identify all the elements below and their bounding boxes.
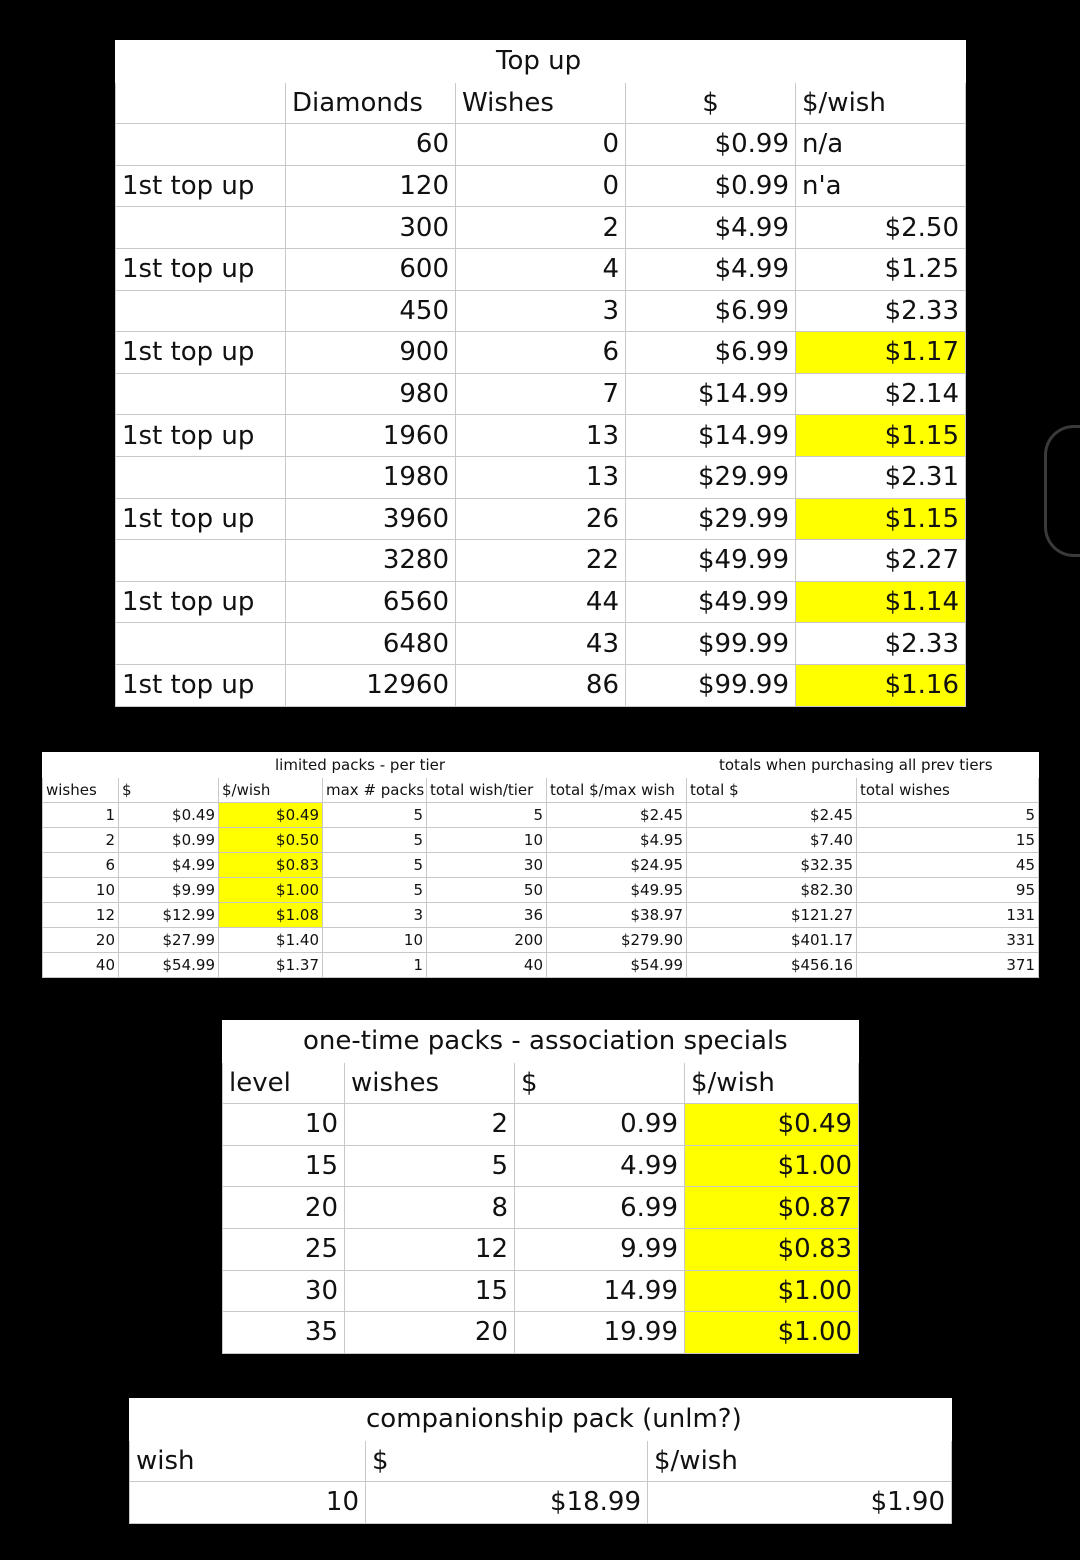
- topup-diamonds: 60: [286, 124, 456, 166]
- topup-wishes: 44: [456, 581, 626, 623]
- onetime-level: 25: [223, 1228, 345, 1270]
- topup-wishes: 6: [456, 332, 626, 374]
- topup-price: $14.99: [626, 373, 796, 415]
- topup-per-wish: $1.16: [796, 664, 966, 706]
- onetime-price: 4.99: [515, 1145, 685, 1187]
- scroll-handle[interactable]: [1044, 425, 1080, 557]
- onetime-header-wishes: wishes: [345, 1062, 515, 1104]
- topup-row: [116, 248, 966, 290]
- topup-label: 1st top up: [116, 332, 286, 374]
- limited-totals-title: totals when purchasing all prev tiers: [687, 753, 1039, 778]
- limited-total-all: $82.30: [687, 878, 857, 903]
- companion-wish: 10: [130, 1482, 366, 1524]
- topup-header-diamonds: Diamonds: [286, 82, 456, 124]
- topup-per-wish: $2.33: [796, 290, 966, 332]
- topup-diamonds: 3280: [286, 540, 456, 582]
- onetime-wishes: 5: [345, 1145, 515, 1187]
- topup-row: [116, 165, 966, 207]
- topup-row: [116, 581, 966, 623]
- companion-data-row: [130, 1482, 952, 1524]
- limited-price: $54.99: [119, 953, 219, 978]
- onetime-price: 6.99: [515, 1187, 685, 1229]
- onetime-level: 30: [223, 1270, 345, 1312]
- limited-row: [43, 803, 1039, 828]
- companion-per-wish: $1.90: [648, 1482, 952, 1524]
- topup-per-wish: $2.50: [796, 207, 966, 249]
- limited-total-wishes: 15: [857, 828, 1039, 853]
- limited-total-wish: 5: [427, 803, 547, 828]
- limited-row: [43, 878, 1039, 903]
- topup-table: [115, 40, 966, 707]
- limited-price: $9.99: [119, 878, 219, 903]
- topup-wishes: 26: [456, 498, 626, 540]
- limited-total-wishes: 95: [857, 878, 1039, 903]
- topup-price: $49.99: [626, 540, 796, 582]
- topup-per-wish: $1.14: [796, 581, 966, 623]
- limited-total-wish: 10: [427, 828, 547, 853]
- limited-total-wish: 200: [427, 928, 547, 953]
- topup-price: $14.99: [626, 415, 796, 457]
- topup-price: $0.99: [626, 165, 796, 207]
- limited-price: $0.99: [119, 828, 219, 853]
- limited-price: $4.99: [119, 853, 219, 878]
- limited-row: [43, 853, 1039, 878]
- onetime-packs-table: [222, 1020, 859, 1354]
- companion-price: $18.99: [366, 1482, 648, 1524]
- topup-price: $0.99: [626, 124, 796, 166]
- topup-row: [116, 124, 966, 166]
- limited-per-wish: $0.50: [219, 828, 323, 853]
- limited-per-wish: $0.83: [219, 853, 323, 878]
- limited-header-per-wish: $/wish: [219, 778, 323, 803]
- topup-wishes: 22: [456, 540, 626, 582]
- limited-wishes: 40: [43, 953, 119, 978]
- topup-wishes: 43: [456, 623, 626, 665]
- onetime-row: [223, 1312, 859, 1354]
- onetime-per-wish: $0.49: [685, 1104, 859, 1146]
- topup-per-wish: $2.27: [796, 540, 966, 582]
- limited-row: [43, 953, 1039, 978]
- limited-total-all: $121.27: [687, 903, 857, 928]
- onetime-price: 0.99: [515, 1104, 685, 1146]
- limited-per-wish: $1.40: [219, 928, 323, 953]
- limited-per-wish: $1.00: [219, 878, 323, 903]
- topup-diamonds: 6480: [286, 623, 456, 665]
- topup-wishes: 0: [456, 165, 626, 207]
- limited-wishes: 2: [43, 828, 119, 853]
- topup-per-wish: $1.17: [796, 332, 966, 374]
- onetime-price: 14.99: [515, 1270, 685, 1312]
- limited-total-cost: $38.97: [547, 903, 687, 928]
- onetime-wishes: 20: [345, 1312, 515, 1354]
- topup-per-wish: $2.31: [796, 456, 966, 498]
- onetime-per-wish: $1.00: [685, 1312, 859, 1354]
- limited-total-cost: $54.99: [547, 953, 687, 978]
- limited-total-wishes: 45: [857, 853, 1039, 878]
- topup-diamonds: 120: [286, 165, 456, 207]
- limited-max-packs: 5: [323, 828, 427, 853]
- topup-per-wish: n/a: [796, 124, 966, 166]
- onetime-header-per-wish: $/wish: [685, 1062, 859, 1104]
- limited-max-packs: 1: [323, 953, 427, 978]
- onetime-per-wish: $0.83: [685, 1228, 859, 1270]
- companion-title: companionship pack (unlm?): [366, 1399, 952, 1441]
- limited-total-cost: $279.90: [547, 928, 687, 953]
- topup-diamonds: 12960: [286, 664, 456, 706]
- topup-price: $6.99: [626, 332, 796, 374]
- topup-row: [116, 415, 966, 457]
- topup-label: [116, 290, 286, 332]
- topup-per-wish: $2.33: [796, 623, 966, 665]
- topup-per-wish: $1.15: [796, 415, 966, 457]
- limited-total-wishes: 5: [857, 803, 1039, 828]
- limited-header-total-all: total $: [687, 778, 857, 803]
- topup-wishes: 0: [456, 124, 626, 166]
- topup-header-wishes: Wishes: [456, 82, 626, 124]
- topup-wishes: 86: [456, 664, 626, 706]
- limited-row: [43, 828, 1039, 853]
- limited-title-row: [43, 753, 1039, 778]
- topup-diamonds: 600: [286, 248, 456, 290]
- limited-header-row: [43, 778, 1039, 803]
- limited-price: $12.99: [119, 903, 219, 928]
- topup-label: 1st top up: [116, 664, 286, 706]
- limited-header-total-wishes: total wishes: [857, 778, 1039, 803]
- limited-title: limited packs - per tier: [219, 753, 547, 778]
- onetime-wishes: 12: [345, 1228, 515, 1270]
- companion-pack-table: [129, 1398, 952, 1524]
- topup-diamonds: 6560: [286, 581, 456, 623]
- topup-per-wish: $2.14: [796, 373, 966, 415]
- companion-header-per-wish: $/wish: [648, 1440, 952, 1482]
- limited-total-wish: 50: [427, 878, 547, 903]
- topup-row: [116, 664, 966, 706]
- onetime-level: 10: [223, 1104, 345, 1146]
- limited-packs-table: [42, 752, 1039, 978]
- topup-label: 1st top up: [116, 415, 286, 457]
- topup-price: $99.99: [626, 623, 796, 665]
- limited-total-cost: $24.95: [547, 853, 687, 878]
- companion-header-row: [130, 1440, 952, 1482]
- topup-diamonds: 980: [286, 373, 456, 415]
- limited-header-wishes: wishes: [43, 778, 119, 803]
- topup-wishes: 3: [456, 290, 626, 332]
- limited-total-wish: 36: [427, 903, 547, 928]
- topup-diamonds: 3960: [286, 498, 456, 540]
- onetime-title: one-time packs - association specials: [223, 1021, 859, 1063]
- topup-price: $29.99: [626, 456, 796, 498]
- limited-total-wish: 40: [427, 953, 547, 978]
- onetime-header-row: [223, 1062, 859, 1104]
- topup-label: [116, 456, 286, 498]
- topup-label: [116, 207, 286, 249]
- topup-price: $49.99: [626, 581, 796, 623]
- onetime-row: [223, 1145, 859, 1187]
- onetime-row: [223, 1187, 859, 1229]
- onetime-level: 15: [223, 1145, 345, 1187]
- onetime-row: [223, 1270, 859, 1312]
- topup-row: [116, 290, 966, 332]
- topup-diamonds: 300: [286, 207, 456, 249]
- topup-label: 1st top up: [116, 498, 286, 540]
- limited-total-wishes: 371: [857, 953, 1039, 978]
- topup-diamonds: 900: [286, 332, 456, 374]
- limited-max-packs: 5: [323, 853, 427, 878]
- limited-total-wishes: 131: [857, 903, 1039, 928]
- companion-header-price: $: [366, 1440, 648, 1482]
- topup-wishes: 4: [456, 248, 626, 290]
- topup-wishes: 2: [456, 207, 626, 249]
- topup-header-price: $: [626, 82, 796, 124]
- topup-per-wish: n'a: [796, 165, 966, 207]
- limited-total-all: $7.40: [687, 828, 857, 853]
- limited-max-packs: 10: [323, 928, 427, 953]
- onetime-header-price: $: [515, 1062, 685, 1104]
- limited-total-all: $401.17: [687, 928, 857, 953]
- topup-diamonds: 1960: [286, 415, 456, 457]
- onetime-price: 9.99: [515, 1228, 685, 1270]
- limited-total-all: $456.16: [687, 953, 857, 978]
- topup-label: 1st top up: [116, 581, 286, 623]
- limited-per-wish: $1.37: [219, 953, 323, 978]
- topup-label: [116, 124, 286, 166]
- limited-max-packs: 5: [323, 878, 427, 903]
- onetime-row: [223, 1228, 859, 1270]
- onetime-level: 20: [223, 1187, 345, 1229]
- topup-row: [116, 332, 966, 374]
- onetime-price: 19.99: [515, 1312, 685, 1354]
- limited-max-packs: 3: [323, 903, 427, 928]
- topup-wishes: 13: [456, 456, 626, 498]
- limited-row: [43, 928, 1039, 953]
- topup-diamonds: 1980: [286, 456, 456, 498]
- topup-price: $29.99: [626, 498, 796, 540]
- limited-total-wish: 30: [427, 853, 547, 878]
- topup-price: $6.99: [626, 290, 796, 332]
- onetime-level: 35: [223, 1312, 345, 1354]
- onetime-wishes: 2: [345, 1104, 515, 1146]
- limited-header-total-cost: total $/max wish: [547, 778, 687, 803]
- limited-total-cost: $49.95: [547, 878, 687, 903]
- topup-per-wish: $1.15: [796, 498, 966, 540]
- limited-total-wishes: 331: [857, 928, 1039, 953]
- limited-row: [43, 903, 1039, 928]
- topup-label: [116, 623, 286, 665]
- topup-header-label: [116, 82, 286, 124]
- onetime-per-wish: $1.00: [685, 1145, 859, 1187]
- onetime-wishes: 8: [345, 1187, 515, 1229]
- topup-wishes: 13: [456, 415, 626, 457]
- topup-wishes: 7: [456, 373, 626, 415]
- limited-per-wish: $0.49: [219, 803, 323, 828]
- onetime-row: [223, 1104, 859, 1146]
- onetime-header-level: level: [223, 1062, 345, 1104]
- companion-title-row: [130, 1399, 952, 1441]
- topup-row: [116, 498, 966, 540]
- limited-header-total-wish: total wish/tier: [427, 778, 547, 803]
- limited-wishes: 1: [43, 803, 119, 828]
- limited-wishes: 6: [43, 853, 119, 878]
- limited-wishes: 12: [43, 903, 119, 928]
- limited-wishes: 10: [43, 878, 119, 903]
- topup-title-row: [116, 41, 966, 83]
- topup-row: [116, 623, 966, 665]
- limited-total-cost: $4.95: [547, 828, 687, 853]
- topup-header-row: [116, 82, 966, 124]
- topup-title: Top up: [456, 41, 796, 83]
- limited-total-all: $32.35: [687, 853, 857, 878]
- limited-header-price: $: [119, 778, 219, 803]
- limited-wishes: 20: [43, 928, 119, 953]
- topup-label: [116, 540, 286, 582]
- onetime-title-row: [223, 1021, 859, 1063]
- onetime-wishes: 15: [345, 1270, 515, 1312]
- topup-row: [116, 207, 966, 249]
- topup-label: 1st top up: [116, 165, 286, 207]
- topup-price: $99.99: [626, 664, 796, 706]
- topup-row: [116, 456, 966, 498]
- topup-per-wish: $1.25: [796, 248, 966, 290]
- topup-row: [116, 373, 966, 415]
- topup-diamonds: 450: [286, 290, 456, 332]
- topup-row: [116, 540, 966, 582]
- limited-max-packs: 5: [323, 803, 427, 828]
- limited-per-wish: $1.08: [219, 903, 323, 928]
- onetime-per-wish: $0.87: [685, 1187, 859, 1229]
- limited-total-all: $2.45: [687, 803, 857, 828]
- onetime-per-wish: $1.00: [685, 1270, 859, 1312]
- topup-label: 1st top up: [116, 248, 286, 290]
- limited-price: $27.99: [119, 928, 219, 953]
- limited-header-max-packs: max # packs: [323, 778, 427, 803]
- limited-price: $0.49: [119, 803, 219, 828]
- companion-header-wish: wish: [130, 1440, 366, 1482]
- topup-label: [116, 373, 286, 415]
- topup-price: $4.99: [626, 207, 796, 249]
- limited-total-cost: $2.45: [547, 803, 687, 828]
- topup-price: $4.99: [626, 248, 796, 290]
- topup-header-per-wish: $/wish: [796, 82, 966, 124]
